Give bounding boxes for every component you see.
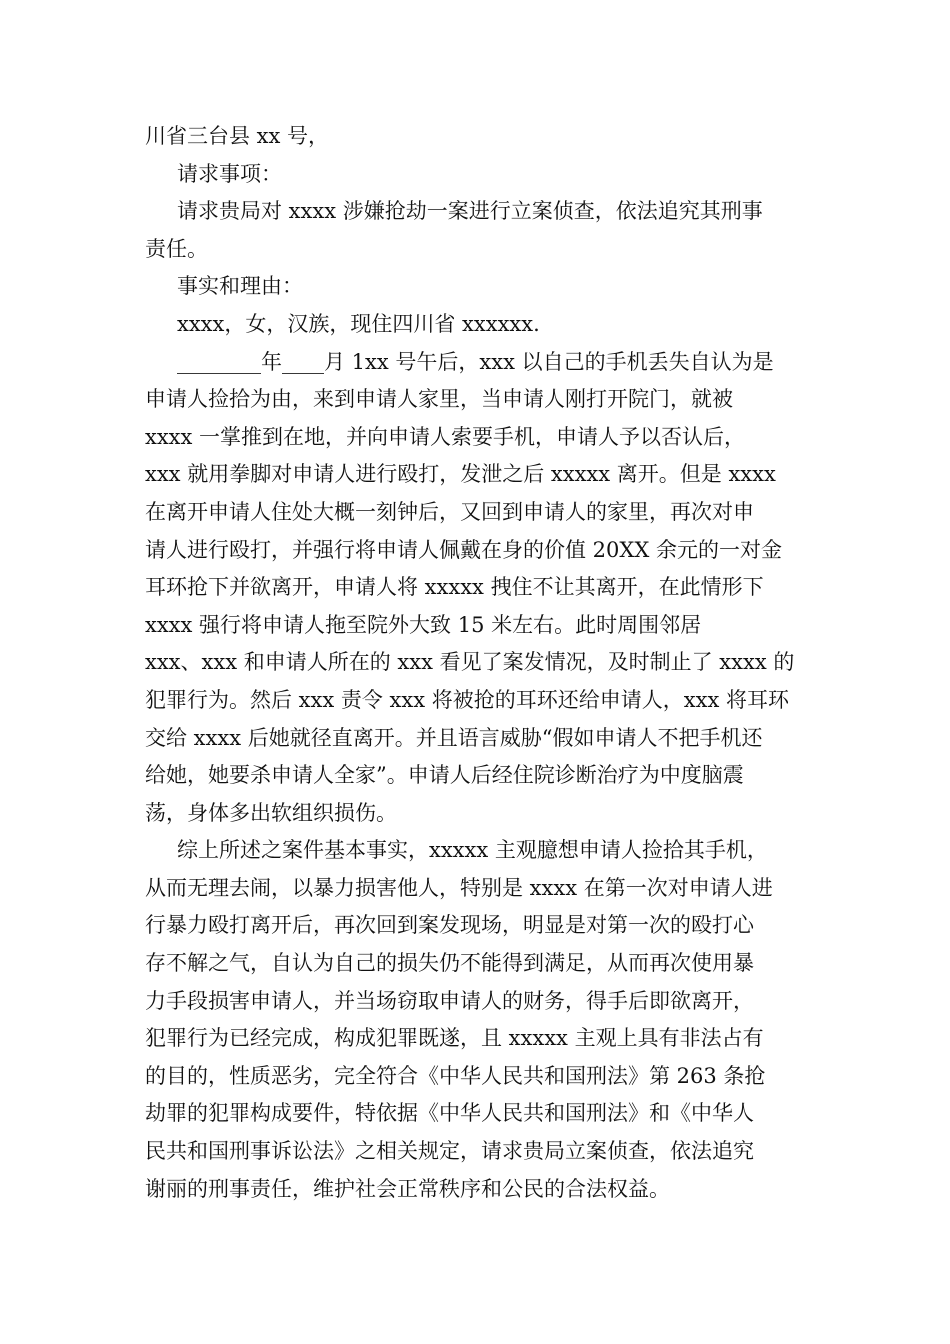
section-heading-facts: 事实和理由： [177,274,303,299]
text-line: 犯罪行为。然后 xxx 责令 xxx 将被抢的耳环还给申请人，xxx 将耳环 [145,687,789,712]
text-line: xxxx，女，汉族，现住四川省 xxxxxx. [177,311,540,336]
text-line: 存不解之气，自认为自己的损失仍不能得到满足，从而再次使用暴 [145,951,754,976]
text-line: 犯罪行为已经完成，构成犯罪既遂，且 xxxxx 主观上具有非法占有 [145,1026,764,1051]
text-line: 的目的，性质恶劣，完全符合《中华人民共和国刑法》第 263 条抢 [145,1063,766,1088]
text-line: 川省三台县 xx 号， [145,124,330,148]
text-line: 交给 xxxx 后她就径直离开。并且语言威胁“假如申请人不把手机还 [145,725,763,750]
text-line: 综上所述之案件基本事实，xxxxx 主观臆想申请人捡拾其手机， [177,838,768,863]
text-line: xxxx 一掌推到在地，并向申请人索要手机，申请人予以否认后， [145,424,746,449]
text-line: 力手段损害申请人，并当场窃取申请人的财务，得手后即欲离开， [145,988,754,1013]
text-line: 行暴力殴打离开后，再次回到案发现场，明显是对第一次的殴打心 [145,913,754,938]
document-body [145,118,810,1208]
text-line: 给她，她要杀申请人全家”。申请人后经住院诊断治疗为中度脑震 [145,763,744,788]
text-line: 从而无理去闹，以暴力损害他人，特别是 xxxx 在第一次对申请人进 [145,875,773,900]
text-line: 责任。 [145,236,208,261]
text-line: 申请人捡拾为由，来到申请人家里，当申请人刚打开院门，就被 [145,387,733,412]
text-line: 请求贵局对 xxxx 涉嫌抢劫一案进行立案侦查，依法追究其刑事 [177,199,763,224]
text-line: 劫罪的犯罪构成要件，特依据《中华人民共和国刑法》和《中华人 [145,1101,754,1126]
text-line: 请人进行殴打，并强行将申请人佩戴在身的价值 20XX 余元的一对金 [145,537,782,562]
text-line: xxx 就用拳脚对申请人进行殴打，发泄之后 xxxxx 离开。但是 xxxx [145,462,776,487]
text-line: 在离开申请人住处大概一刻钟后，又回到申请人的家里，再次对申 [145,499,754,524]
section-heading-request: 请求事项： [177,161,282,186]
text-line: 耳环抢下并欲离开，申请人将 xxxxx 拽住不让其离开，在此情形下 [145,575,764,600]
text-line: 民共和国刑事诉讼法》之相关规定，请求贵局立案侦查，依法追究 [145,1139,754,1164]
text-line: 荡，身体多出软组织损伤。 [145,800,397,825]
text-line: xxx、xxx 和申请人所在的 xxx 看见了案发情况，及时制止了 xxxx 的 [145,650,795,675]
text-line: ________年____月 1xx 号午后，xxx 以自己的手机丢失自认为是 [177,349,774,374]
text-line: 谢丽的刑事责任，维护社会正常秩序和公民的合法权益。 [145,1176,670,1201]
text-line: xxxx 强行将申请人拖至院外大致 15 米左右。此时周围邻居 [145,612,702,637]
